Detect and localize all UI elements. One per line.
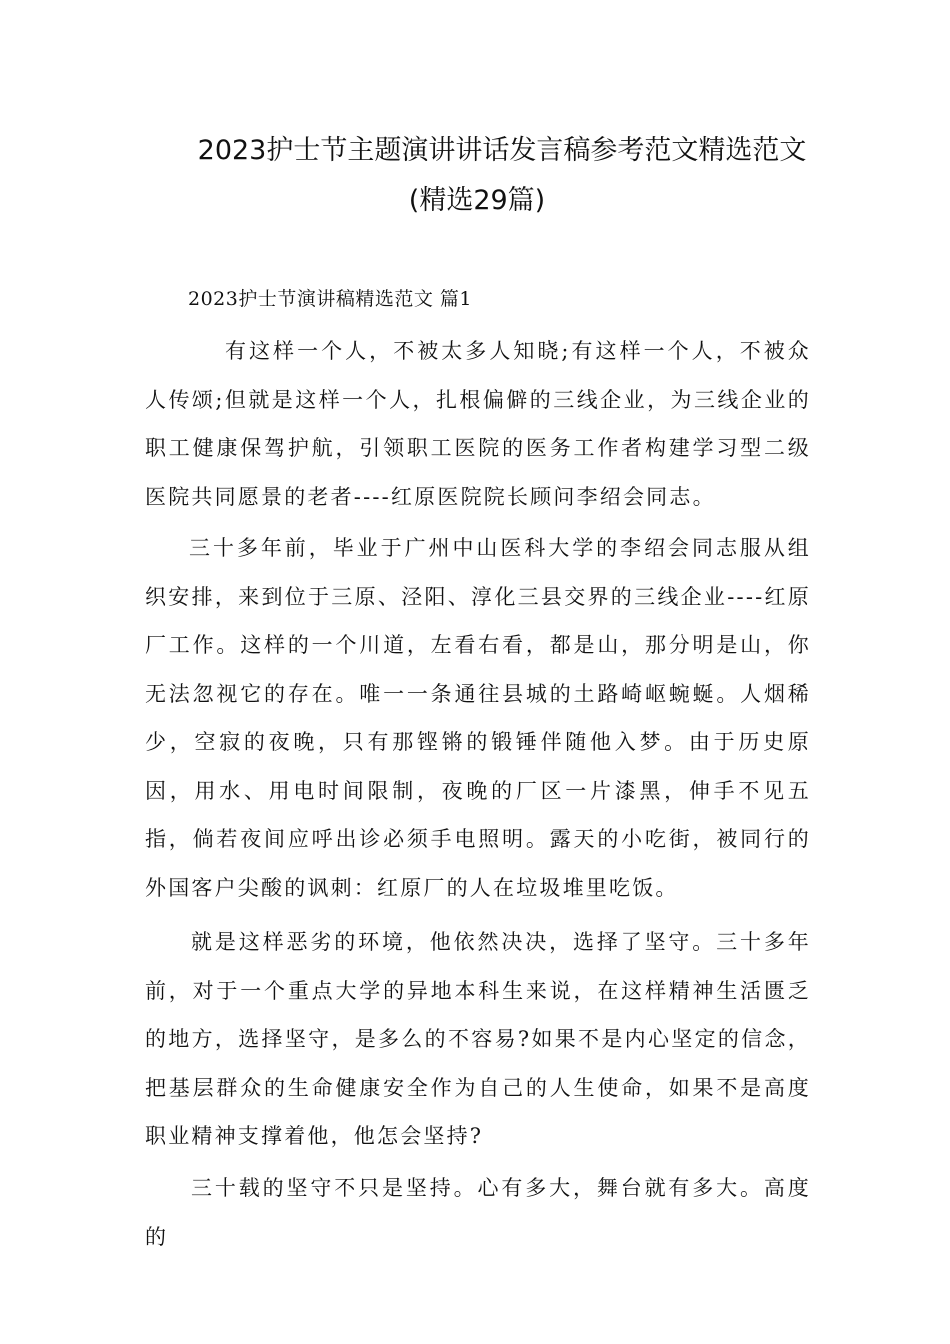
paragraph-3: 就是这样恶劣的环境，他依然决决，选择了坚守。三十多年前，对于一个重点大学的异地本科生来说，在这样精神生活匮乏的地方，选择坚守，是多么的不容易?如果不是内心坚定的信念，把基层群众的生命健康安全作为自己的人生使命，如果不是高度职业精神支撑着他，他怎会坚持? [145, 930, 811, 1148]
paragraph-4: 三十载的坚守不只是坚持。心有多大，舞台就有多大。高度的 [145, 1176, 811, 1249]
paragraph-1: 有这样一个人，不被太多人知晓;有这样一个人，不被众人传颂;但就是这样一个人，扎根偏僻的三线企业，为三线企业的职工健康保驾护航，引领职工医院的医务工作者构建学习型二级医院共同愿景的老者----红原医院院长顾问李绍会同志。 [145, 339, 811, 509]
paragraph-2: 三十多年前，毕业于广州中山医科大学的李绍会同志服从组织安排，来到位于三原、泾阳、淳化三县交界的三线企业----红原厂工作。这样的一个川道，左看右看，都是山，那分明是山，你无法忽视它的存在。唯一一条通往县城的土路崎岖蜿蜒。人烟稀少，空寂的夜晚，只有那铿锵的锻锤伴随他入梦。由于历史原因，用水、用电时间限制，夜晚的厂区一片漆黑，伸手不见五指，倘若夜间应呼出诊必须手电照明。露天的小吃街，被同行的外国客户尖酸的讽刺：红原厂的人在垃圾堆里吃饭。 [145, 536, 811, 900]
document-title-line-2: (精选29篇) [408, 185, 546, 216]
section-heading: 2023护士节演讲稿精选范文 篇1 [188, 288, 472, 310]
document-title-line-1: 2023护士节主题演讲讲话发言稿参考范文精选范文 [197, 135, 807, 166]
